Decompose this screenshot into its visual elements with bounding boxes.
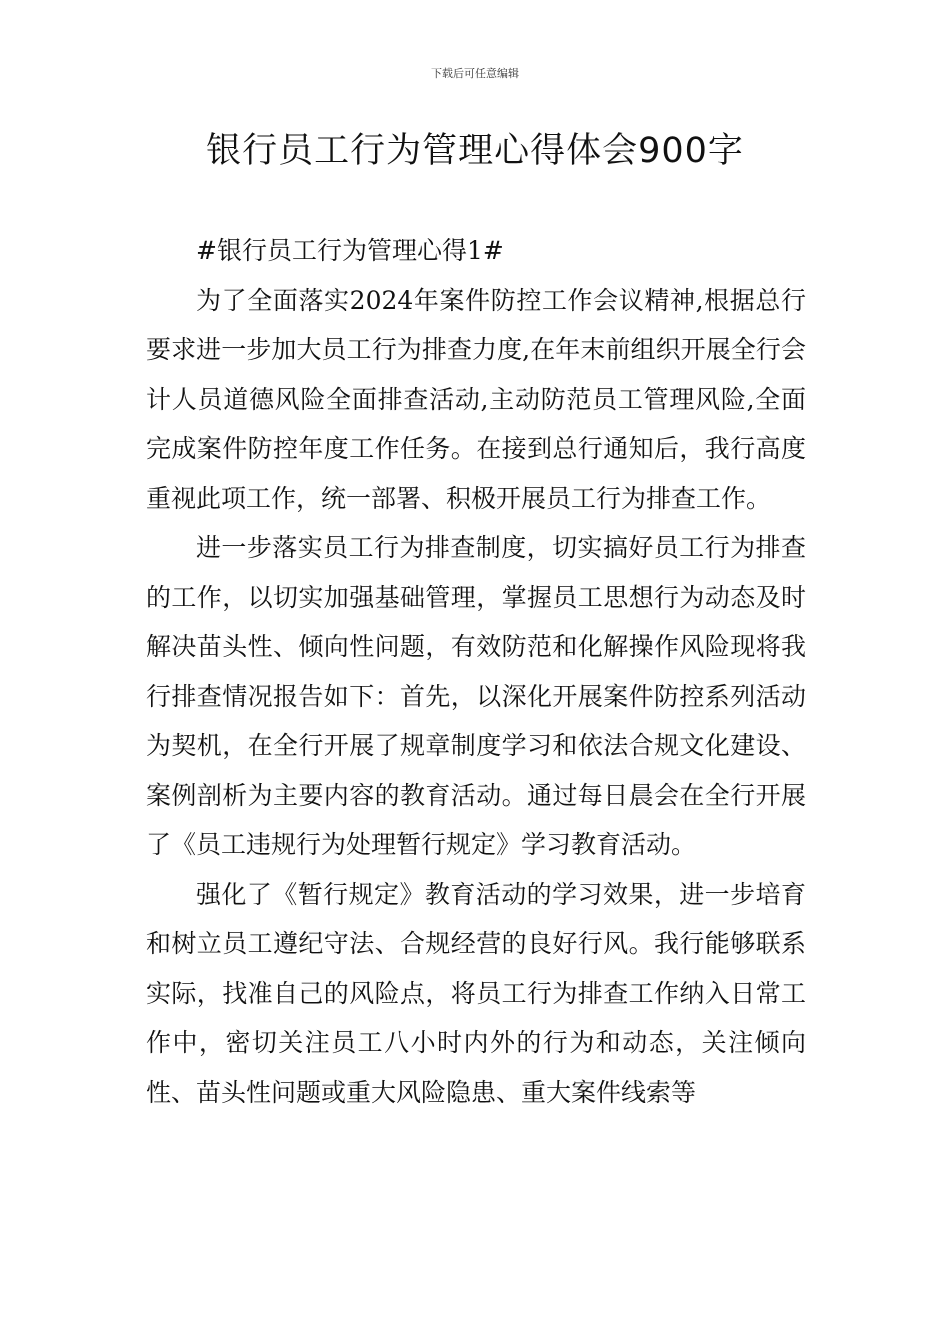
section-heading: #银行员工行为管理心得1# [196,236,504,265]
paragraph-2: 进一步落实员工行为排查制度，切实搞好员工行为排查的工作，以切实加强基础管理，掌握员工思想行为动态及时解决苗头性、倾向性问题，有效防范和化解操作风险现将我行排查情况报告如下：首先，以深化开展案件防控系列活动为契机，在全行开展了规章制度学习和依法合规文化建设、案例剖析为主要内容的教育活动。通过每日晨会在全行开展了《员工违规行为处理暂行规定》学习教育活动。 [146,533,806,859]
paragraph-1: 为了全面落实2024年案件防控工作会议精神,根据总行要求进一步加大员工行为排查力度,在年末前组织开展全行会计人员道德风险全面排查活动,主动防范员工管理风险,全面完成案件防控年度工作任务。在接到总行通知后，我行高度重视此项工作，统一部署、积极开展员工行为排查工作。 [146,285,806,513]
header-note: 下载后可任意编辑 [431,67,519,80]
paragraph-3: 强化了《暂行规定》教育活动的学习效果，进一步培育和树立员工遵纪守法、合规经营的良好行风。我行能够联系实际，找准自己的风险点，将员工行为排查工作纳入日常工作中，密切关注员工八小时内外的行为和动态，关注倾向性、苗头性问题或重大风险隐患、重大案件线索等 [146,879,806,1107]
document-title: 银行员工行为管理心得体会900字 [206,131,744,171]
document-body [146,226,806,1117]
